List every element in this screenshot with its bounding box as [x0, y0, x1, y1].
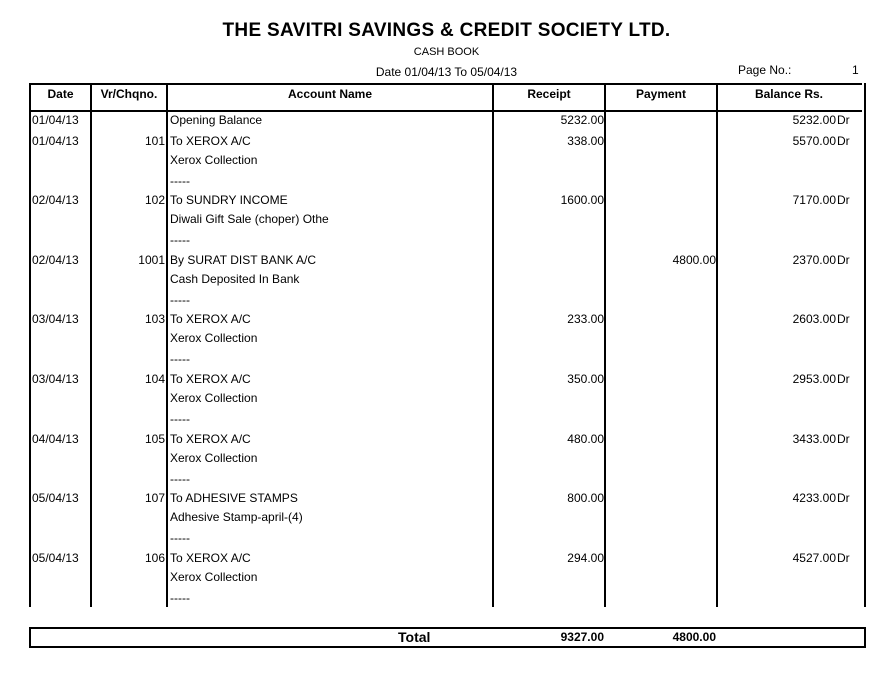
entry-voucher-number: 107 [144, 491, 165, 505]
entry-receipt: 350.00 [567, 372, 604, 386]
entry-balance: 4233.00 [792, 491, 836, 505]
entry-voucher-number: 106 [144, 551, 165, 565]
entry-separator: ----- [170, 174, 190, 188]
entry-narration: Xerox Collection [170, 570, 258, 584]
entry-narration: Xerox Collection [170, 331, 258, 345]
column-header-date: Date [47, 87, 74, 101]
entry-receipt: 5232.00 [560, 113, 604, 127]
entry-balance: 7170.00 [792, 193, 836, 207]
entry-voucher-number: 105 [144, 432, 165, 446]
entry-date: 01/04/13 [32, 113, 79, 127]
entry-date: 04/04/13 [32, 432, 79, 446]
entry-account-name: Opening Balance [170, 113, 263, 127]
entry-dr-cr: Dr [837, 312, 850, 326]
entry-account-name: To XEROX A/C [170, 551, 251, 565]
cash-book-table [29, 83, 866, 607]
entry-separator: ----- [170, 472, 190, 486]
column-header-receipt: Receipt [527, 87, 571, 101]
entry-voucher-number: 1001 [138, 253, 165, 267]
column-divider [716, 83, 718, 607]
total-label: Total [398, 629, 431, 645]
entry-narration: Xerox Collection [170, 451, 258, 465]
report-subtitle: CASH BOOK [413, 46, 480, 58]
society-title: THE SAVITRI SAVINGS & CREDIT SOCIETY LTD. [222, 20, 671, 41]
entry-separator: ----- [170, 352, 190, 366]
entry-dr-cr: Dr [837, 432, 850, 446]
entry-date: 02/04/13 [32, 193, 79, 207]
entry-date: 05/04/13 [32, 551, 79, 565]
entry-account-name: To SUNDRY INCOME [170, 193, 288, 207]
entry-separator: ----- [170, 233, 190, 247]
entry-voucher-number: 102 [144, 193, 165, 207]
entry-separator: ----- [170, 412, 190, 426]
column-header-voucher: Vr/Chqno. [100, 87, 158, 101]
entry-narration: Xerox Collection [170, 391, 258, 405]
entry-account-name: To ADHESIVE STAMPS [170, 491, 298, 505]
entry-dr-cr: Dr [837, 113, 850, 127]
entry-date: 05/04/13 [32, 491, 79, 505]
entry-receipt: 480.00 [567, 432, 604, 446]
entry-date: 02/04/13 [32, 253, 79, 267]
entry-account-name: To XEROX A/C [170, 312, 251, 326]
page-number-label: Page No.: [738, 63, 792, 77]
entry-separator: ----- [170, 591, 190, 605]
entry-dr-cr: Dr [837, 193, 850, 207]
entry-dr-cr: Dr [837, 551, 850, 565]
entry-dr-cr: Dr [837, 372, 850, 386]
entry-receipt: 294.00 [567, 551, 604, 565]
entry-balance: 3433.00 [792, 432, 836, 446]
entry-balance: 2370.00 [792, 253, 836, 267]
entry-separator: ----- [170, 531, 190, 545]
entry-voucher-number: 104 [144, 372, 165, 386]
entry-account-name: To XEROX A/C [170, 134, 251, 148]
entry-date: 03/04/13 [32, 312, 79, 326]
entry-dr-cr: Dr [837, 491, 850, 505]
entry-narration: Diwali Gift Sale (choper) Othe [170, 212, 329, 226]
column-header-payment: Payment [635, 87, 687, 101]
entry-narration: Xerox Collection [170, 153, 258, 167]
entry-receipt: 1600.00 [560, 193, 604, 207]
entry-voucher-number: 101 [144, 134, 165, 148]
column-divider [166, 83, 168, 607]
entry-balance: 4527.00 [792, 551, 836, 565]
entry-date: 03/04/13 [32, 372, 79, 386]
entry-balance: 2953.00 [792, 372, 836, 386]
entry-dr-cr: Dr [837, 134, 850, 148]
entry-voucher-number: 103 [144, 312, 165, 326]
entry-separator: ----- [170, 293, 190, 307]
entry-receipt: 233.00 [567, 312, 604, 326]
entry-receipt: 800.00 [567, 491, 604, 505]
entry-narration: Cash Deposited In Bank [170, 272, 300, 286]
entry-account-name: By SURAT DIST BANK A/C [170, 253, 317, 267]
total-receipt: 9327.00 [560, 630, 604, 644]
column-divider [604, 83, 606, 607]
column-divider [90, 83, 92, 607]
entry-account-name: To XEROX A/C [170, 372, 251, 386]
entry-account-name: To XEROX A/C [170, 432, 251, 446]
entry-balance: 5232.00 [792, 113, 836, 127]
column-header-account-name: Account Name [287, 87, 373, 101]
date-range: Date 01/04/13 To 05/04/13 [375, 65, 518, 79]
column-header-balance: Balance Rs. [754, 87, 824, 101]
entry-dr-cr: Dr [837, 253, 850, 267]
entry-receipt: 338.00 [567, 134, 604, 148]
entry-balance: 5570.00 [792, 134, 836, 148]
total-payment: 4800.00 [672, 630, 716, 644]
column-divider [492, 83, 494, 607]
entry-date: 01/04/13 [32, 134, 79, 148]
page-number-value: 1 [852, 63, 859, 77]
entry-balance: 2603.00 [792, 312, 836, 326]
entry-payment: 4800.00 [672, 253, 716, 267]
entry-narration: Adhesive Stamp-april-(4) [170, 510, 303, 524]
totals-row [29, 627, 866, 648]
